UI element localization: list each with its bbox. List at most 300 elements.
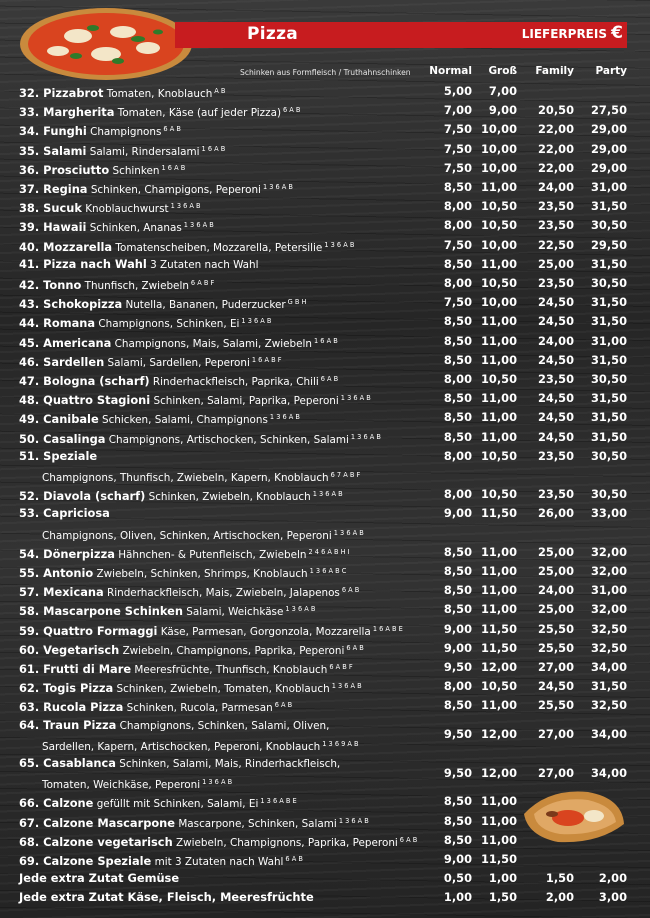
price-normal: 8,00 <box>443 448 472 463</box>
menu-item <box>19 101 300 119</box>
menu-item <box>19 255 259 273</box>
item-name: 40. Mozzarella <box>19 239 113 254</box>
item-description: Käse, Parmesan, Gorgonzola, Mozzarella <box>160 625 371 638</box>
menu-item <box>19 696 292 714</box>
ham-note: Schinken aus Formfleisch / Truthahnschinken <box>240 68 411 77</box>
currency-symbol: € <box>611 23 623 43</box>
price-gross: 10,00 <box>480 237 517 252</box>
price-normal: 8,50 <box>443 583 472 598</box>
price-family: 25,50 <box>537 698 574 713</box>
price-family: 23,50 <box>537 372 574 386</box>
item-description: Schinken <box>112 164 160 177</box>
menu-item <box>19 178 293 196</box>
item-name: 45. Americana <box>19 335 112 350</box>
allergen-codes: 6 A B <box>346 643 364 652</box>
price-gross: 11,50 <box>480 852 517 866</box>
allergen-codes: 6 A B <box>320 375 339 383</box>
allergen-codes: 6 A B <box>399 835 418 844</box>
price-normal: 9,50 <box>443 765 472 780</box>
item-description: Champignons <box>90 126 162 139</box>
item-description: Sardellen, Kapern, Artischocken, Peperoni, Knoblauch <box>42 740 321 753</box>
item-description: Champignons, Mais, Salami, Zwiebeln <box>114 337 313 350</box>
price-gross: 11,00 <box>480 583 517 598</box>
item-name: 38. Sucuk <box>19 201 82 216</box>
item-name: 44. Romana <box>19 316 96 331</box>
price-party: 27,50 <box>590 103 627 118</box>
item-description: Rinderhackfleisch, Paprika, Chili <box>152 376 319 388</box>
price-normal: 8,50 <box>443 813 472 828</box>
item-name: 53. Capriciosa <box>19 506 110 521</box>
price-normal: 8,50 <box>443 333 472 348</box>
item-description: Meeresfrüchte, Thunfisch, Knoblauch <box>134 664 328 676</box>
menu-item <box>19 82 225 100</box>
item-name: 60. Vegetarisch <box>19 642 120 657</box>
menu-item <box>19 428 381 446</box>
menu-item <box>19 504 110 522</box>
price-family: 25,00 <box>537 602 574 617</box>
menu-item <box>19 293 306 311</box>
item-description: Champignons, Thunfisch, Zwiebeln, Kapern, Knoblauch <box>42 472 329 484</box>
item-description: Salami, Weichkäse <box>186 606 284 619</box>
price-gross: 11,00 <box>480 698 517 713</box>
allergen-codes: 1 3 6 A B <box>338 816 369 825</box>
price-gross: 11,50 <box>480 621 517 636</box>
item-description: Zwiebeln, Schinken, Shrimps, Knoblauch <box>96 568 308 580</box>
price-party: 31,50 <box>590 410 627 425</box>
price-normal: 8,50 <box>443 180 472 194</box>
price-normal: 8,50 <box>443 391 472 406</box>
price-party: 31,50 <box>590 256 627 271</box>
allergen-codes: G B H <box>287 298 307 307</box>
item-name: 48. Quattro Stagioni <box>19 393 151 408</box>
item-description-continued <box>42 735 359 753</box>
price-party: 30,50 <box>590 448 627 463</box>
item-name: 66. Calzone <box>19 796 94 811</box>
price-normal: 8,50 <box>443 352 472 367</box>
allergen-codes: 1 6 A B F <box>251 355 282 364</box>
item-name: 68. Calzone vegetarisch <box>19 834 173 849</box>
price-family: 2,00 <box>545 890 574 905</box>
item-name: 65. Casablanca <box>19 756 116 770</box>
item-name: 47. Bologna (scharf) <box>19 374 150 388</box>
menu-item <box>19 888 314 906</box>
price-normal: 7,00 <box>443 103 472 118</box>
allergen-codes: 6 A B F <box>190 279 215 287</box>
menu-item <box>19 562 346 580</box>
item-description: Tomaten, Käse (auf jeder Pizza) <box>117 107 282 120</box>
price-family: 27,00 <box>537 727 574 742</box>
price-family: 22,00 <box>537 141 574 156</box>
menu-item <box>19 639 364 657</box>
allergen-codes: 6 A B <box>285 855 303 863</box>
price-gross: 11,00 <box>480 333 517 348</box>
price-family: 25,00 <box>537 256 574 271</box>
price-party: 30,50 <box>590 487 627 502</box>
price-gross: 11,00 <box>480 794 517 809</box>
item-description: Schinken, Salami, Paprika, Peperoni <box>153 395 339 408</box>
item-description: Champignons, Artischocken, Schinken, Salami <box>108 433 349 446</box>
item-name: 58. Mascarpone Schinken <box>19 604 183 619</box>
price-normal: 9,00 <box>443 852 472 866</box>
menu-item <box>19 716 329 734</box>
menu-item <box>19 274 214 292</box>
allergen-codes: 1 3 6 A B <box>170 202 201 211</box>
item-name: 63. Rucola Pizza <box>19 700 124 715</box>
menu-item <box>19 792 297 810</box>
item-description: Knoblauchwurst <box>85 203 169 216</box>
item-name: 64. Traun Pizza <box>19 717 117 732</box>
item-description: mit 3 Zutaten nach Wahl <box>154 856 284 868</box>
item-name: 49. Canibale <box>19 412 99 427</box>
allergen-codes: 6 7 A B F <box>330 471 361 479</box>
price-normal: 8,00 <box>443 487 472 502</box>
item-description: Schinken, Salami, Mais, Rinderhackfleisch, <box>119 758 341 770</box>
item-description: Schinken, Zwiebeln, Tomaten, Knoblauch <box>116 683 330 696</box>
price-party: 33,00 <box>590 506 627 521</box>
allergen-codes: A B <box>214 87 226 95</box>
menu-item <box>19 140 225 158</box>
price-normal: 7,50 <box>443 237 472 252</box>
price-family: 25,00 <box>537 564 574 578</box>
item-name: 54. Dönerpizza <box>19 546 115 561</box>
price-normal: 8,50 <box>443 794 472 809</box>
item-description: Champignons, Schinken, Ei <box>98 318 240 331</box>
price-family: 24,50 <box>537 391 574 406</box>
menu-item <box>19 370 338 388</box>
price-gross: 10,00 <box>480 160 517 175</box>
allergen-codes: 1 3 6 A B <box>331 682 362 691</box>
price-normal: 0,50 <box>443 871 472 886</box>
price-family: 25,50 <box>537 640 574 655</box>
price-party: 2,00 <box>598 871 627 886</box>
price-gross: 1,50 <box>488 890 517 905</box>
menu-item <box>19 812 369 830</box>
column-gross: Groß <box>488 65 517 77</box>
price-party: 32,50 <box>590 640 627 655</box>
price-gross: 10,00 <box>480 295 517 310</box>
price-gross: 10,00 <box>480 122 517 137</box>
item-name: 36. Prosciutto <box>19 162 110 177</box>
price-family: 23,50 <box>537 276 574 290</box>
price-party: 31,50 <box>590 391 627 406</box>
price-party: 31,50 <box>590 314 627 329</box>
price-family: 25,00 <box>537 544 574 559</box>
item-description: 3 Zutaten nach Wahl <box>150 258 259 271</box>
item-name: 51. Speziale <box>19 448 98 463</box>
menu-item <box>19 677 362 695</box>
menu-item <box>19 197 201 215</box>
item-description: Nutella, Bananen, Puderzucker <box>125 299 286 312</box>
menu-item <box>19 869 179 887</box>
menu-item <box>19 658 353 676</box>
price-party: 31,00 <box>590 583 627 598</box>
price-gross: 11,00 <box>480 544 517 559</box>
price-party: 30,50 <box>590 276 627 290</box>
price-family: 22,50 <box>537 237 574 252</box>
item-description: Zwiebeln, Champignons, Paprika, Peperoni <box>122 644 345 657</box>
menu-item <box>19 831 417 849</box>
item-description: Schinken, Ananas <box>89 222 182 235</box>
price-normal: 8,50 <box>443 832 472 847</box>
item-description: gefüllt mit Schinken, Salami, Ei <box>96 798 259 811</box>
price-party: 32,00 <box>590 544 627 559</box>
price-gross: 11,00 <box>480 180 517 194</box>
price-normal: 8,50 <box>443 698 472 713</box>
price-party: 30,50 <box>590 218 627 233</box>
item-name: 67. Calzone Mascarpone <box>19 815 176 830</box>
price-gross: 10,50 <box>480 199 517 214</box>
item-name: 62. Togis Pizza <box>19 681 114 696</box>
price-party: 31,50 <box>590 679 627 694</box>
price-normal: 1,00 <box>443 890 472 905</box>
price-normal: 8,00 <box>443 218 472 233</box>
price-normal: 8,50 <box>443 602 472 617</box>
item-name: 50. Casalinga <box>19 431 106 446</box>
delivery-price-label: LIEFERPREIS <box>521 27 607 41</box>
price-family: 24,50 <box>537 295 574 310</box>
price-party: 29,00 <box>590 122 627 137</box>
allergen-codes: 1 3 6 A B <box>269 413 300 422</box>
price-party: 34,00 <box>590 727 627 742</box>
price-family: 23,50 <box>537 448 574 463</box>
menu-item <box>19 408 300 426</box>
item-description: Schinken, Zwiebeln, Knoblauch <box>148 491 311 504</box>
item-description: Mascarpone, Schinken, Salami <box>178 817 337 830</box>
allergen-codes: 1 3 6 A B C <box>309 567 347 575</box>
menu-item <box>19 543 350 561</box>
item-name: 41. Pizza nach Wahl <box>19 256 147 271</box>
price-gross: 10,50 <box>480 276 517 290</box>
price-normal: 8,50 <box>443 410 472 425</box>
menu-item <box>19 485 343 503</box>
price-family: 27,00 <box>537 765 574 780</box>
item-name: 61. Frutti di Mare <box>19 662 132 676</box>
allergen-codes: 1 3 6 A B <box>285 605 316 614</box>
menu-item <box>19 351 282 369</box>
price-party: 32,00 <box>590 602 627 617</box>
allergen-codes: 6 A B <box>341 586 360 595</box>
menu-item <box>19 754 340 772</box>
page-title: Pizza <box>247 24 299 44</box>
price-family: 24,50 <box>537 410 574 425</box>
item-name: 57. Mexicana <box>19 585 104 600</box>
price-family: 22,00 <box>537 122 574 137</box>
menu-item <box>19 216 214 234</box>
price-normal: 5,00 <box>443 84 472 98</box>
price-party: 29,00 <box>590 160 627 175</box>
price-party: 32,50 <box>590 698 627 713</box>
item-name: 39. Hawaii <box>19 220 87 235</box>
menu-item <box>19 332 338 350</box>
item-description: Thunfisch, Zwiebeln <box>84 280 189 292</box>
price-gross: 10,00 <box>480 141 517 156</box>
price-gross: 1,00 <box>488 871 517 886</box>
price-family: 24,00 <box>537 583 574 598</box>
price-normal: 9,50 <box>443 727 472 742</box>
allergen-codes: 6 A B F <box>329 663 353 671</box>
allergen-codes: 1 6 A B <box>314 336 338 345</box>
item-description-continued <box>42 524 364 542</box>
item-name: Jede extra Zutat Gemüse <box>19 871 180 886</box>
price-family: 24,50 <box>537 679 574 694</box>
price-party: 31,50 <box>590 295 627 310</box>
menu-item <box>19 581 359 599</box>
allergen-codes: 1 3 6 9 A B <box>322 739 359 748</box>
item-name: 46. Sardellen <box>19 354 105 369</box>
menu-item <box>19 600 315 618</box>
column-family: Family <box>535 65 574 77</box>
price-party: 31,50 <box>590 199 627 214</box>
price-normal: 9,00 <box>443 506 472 521</box>
price-party: 3,00 <box>598 890 627 905</box>
allergen-codes: 6 A B <box>283 106 301 115</box>
title-bar <box>175 22 627 48</box>
item-name: 35. Salami <box>19 143 87 158</box>
item-description: Champignons, Schinken, Salami, Oliven, <box>119 719 330 732</box>
price-gross: 12,00 <box>480 660 517 674</box>
allergen-codes: 6 A B <box>274 701 293 710</box>
allergen-codes: 1 3 6 A B <box>312 490 343 499</box>
allergen-codes: 1 3 6 A B <box>183 221 214 230</box>
item-name: 59. Quattro Formaggi <box>19 623 158 638</box>
price-party: 31,00 <box>590 333 627 348</box>
item-name: Jede extra Zutat Käse, Fleisch, Meeresfrüchte <box>19 890 314 905</box>
menu-item <box>19 120 181 138</box>
item-description: Schicken, Salami, Champignons <box>102 414 268 427</box>
menu-item <box>19 236 354 254</box>
pizza-photo <box>18 6 194 82</box>
item-name: 69. Calzone Speziale <box>19 854 152 868</box>
column-party: Party <box>595 65 627 77</box>
price-gross: 11,00 <box>480 410 517 425</box>
allergen-codes: 1 6 A B <box>201 144 226 153</box>
price-normal: 7,50 <box>443 141 472 156</box>
price-gross: 10,50 <box>480 487 517 502</box>
price-family: 23,50 <box>537 487 574 502</box>
item-description: Schinken, Rucola, Parmesan <box>126 702 273 715</box>
price-normal: 8,50 <box>443 564 472 578</box>
price-gross: 10,50 <box>480 372 517 386</box>
menu-item <box>19 850 303 868</box>
price-gross: 11,50 <box>480 640 517 655</box>
price-normal: 8,50 <box>443 429 472 444</box>
item-name: 34. Funghi <box>19 124 87 139</box>
price-gross: 9,00 <box>488 103 517 118</box>
price-normal: 8,00 <box>443 679 472 694</box>
price-gross: 10,50 <box>480 218 517 233</box>
allergen-codes: 1 3 6 A B <box>241 317 272 326</box>
price-family: 23,50 <box>537 218 574 233</box>
item-name: 55. Antonio <box>19 566 94 580</box>
item-description: Schinken, Champigons, Peperoni <box>90 184 261 196</box>
price-family: 23,50 <box>537 199 574 214</box>
price-family: 22,00 <box>537 160 574 175</box>
price-gross: 11,00 <box>480 602 517 617</box>
price-family: 25,50 <box>537 621 574 636</box>
item-description: Salami, Sardellen, Peperoni <box>107 356 250 369</box>
item-description: Champignons, Oliven, Schinken, Artischocken, Peperoni <box>42 529 332 542</box>
menu-item <box>19 620 403 638</box>
price-normal: 8,50 <box>443 256 472 271</box>
item-description: Tomaten, Weichkäse, Peperoni <box>42 779 201 792</box>
allergen-codes: 1 3 6 A B <box>333 528 364 537</box>
price-normal: 7,50 <box>443 160 472 175</box>
price-gross: 10,50 <box>480 679 517 694</box>
price-party: 29,50 <box>590 237 627 252</box>
price-gross: 12,00 <box>480 765 517 780</box>
price-party: 30,50 <box>590 372 627 386</box>
item-description: Tomaten, Knoblauch <box>106 88 213 100</box>
price-family: 20,50 <box>537 103 574 118</box>
price-party: 29,00 <box>590 141 627 156</box>
price-family: 1,50 <box>545 871 574 886</box>
price-normal: 7,50 <box>443 122 472 137</box>
price-gross: 11,00 <box>480 352 517 367</box>
price-gross: 11,00 <box>480 832 517 847</box>
column-normal: Normal <box>429 65 472 77</box>
item-description: Zwiebeln, Champignons, Paprika, Peperoni <box>176 836 398 849</box>
item-description: Hähnchen- & Putenfleisch, Zwiebeln <box>118 548 307 561</box>
menu-item <box>19 389 371 407</box>
price-party: 34,00 <box>590 660 627 674</box>
price-family: 24,50 <box>537 429 574 444</box>
price-gross: 10,50 <box>480 448 517 463</box>
allergen-codes: 1 3 6 A B <box>324 240 355 249</box>
price-party: 32,00 <box>590 564 627 578</box>
item-description: Salami, Rindersalami <box>89 145 200 158</box>
price-normal: 8,00 <box>443 199 472 214</box>
allergen-codes: 1 3 6 A B <box>262 183 293 191</box>
price-party: 32,50 <box>590 621 627 636</box>
item-description-continued <box>42 773 232 791</box>
price-normal: 8,50 <box>443 314 472 329</box>
calzone-photo <box>518 784 628 850</box>
price-gross: 11,00 <box>480 314 517 329</box>
item-name: 33. Margherita <box>19 105 115 120</box>
allergen-codes: 1 3 6 A B <box>340 394 371 403</box>
price-family: 24,00 <box>537 333 574 348</box>
price-gross: 11,00 <box>480 256 517 271</box>
price-party: 34,00 <box>590 765 627 780</box>
allergen-codes: 1 6 A B E <box>372 624 403 633</box>
price-normal: 8,00 <box>443 276 472 290</box>
price-normal: 9,00 <box>443 621 472 636</box>
item-description: Tomatenscheiben, Mozzarella, Petersilie <box>115 241 323 254</box>
price-gross: 11,00 <box>480 391 517 406</box>
price-family: 24,00 <box>537 180 574 194</box>
item-name: 52. Diavola (scharf) <box>19 489 146 504</box>
price-gross: 11,00 <box>480 429 517 444</box>
price-normal: 8,50 <box>443 544 472 559</box>
menu-item <box>19 159 185 177</box>
price-family: 27,00 <box>537 660 574 674</box>
price-gross: 11,50 <box>480 506 517 521</box>
price-gross: 11,00 <box>480 564 517 578</box>
item-name: 43. Schokopizza <box>19 297 123 312</box>
item-description: Rinderhackfleisch, Mais, Zwiebeln, Jalapenos <box>107 587 340 600</box>
price-gross: 12,00 <box>480 727 517 742</box>
item-name: 42. Tonno <box>19 278 82 292</box>
price-normal: 7,50 <box>443 295 472 310</box>
price-normal: 9,00 <box>443 640 472 655</box>
allergen-codes: 1 3 6 A B <box>350 432 381 441</box>
allergen-codes: 6 A B <box>163 125 181 134</box>
price-normal: 8,00 <box>443 372 472 386</box>
price-family: 24,50 <box>537 352 574 367</box>
price-gross: 7,00 <box>488 84 517 98</box>
price-normal: 9,50 <box>443 660 472 674</box>
item-name: 32. Pizzabrot <box>19 86 104 100</box>
